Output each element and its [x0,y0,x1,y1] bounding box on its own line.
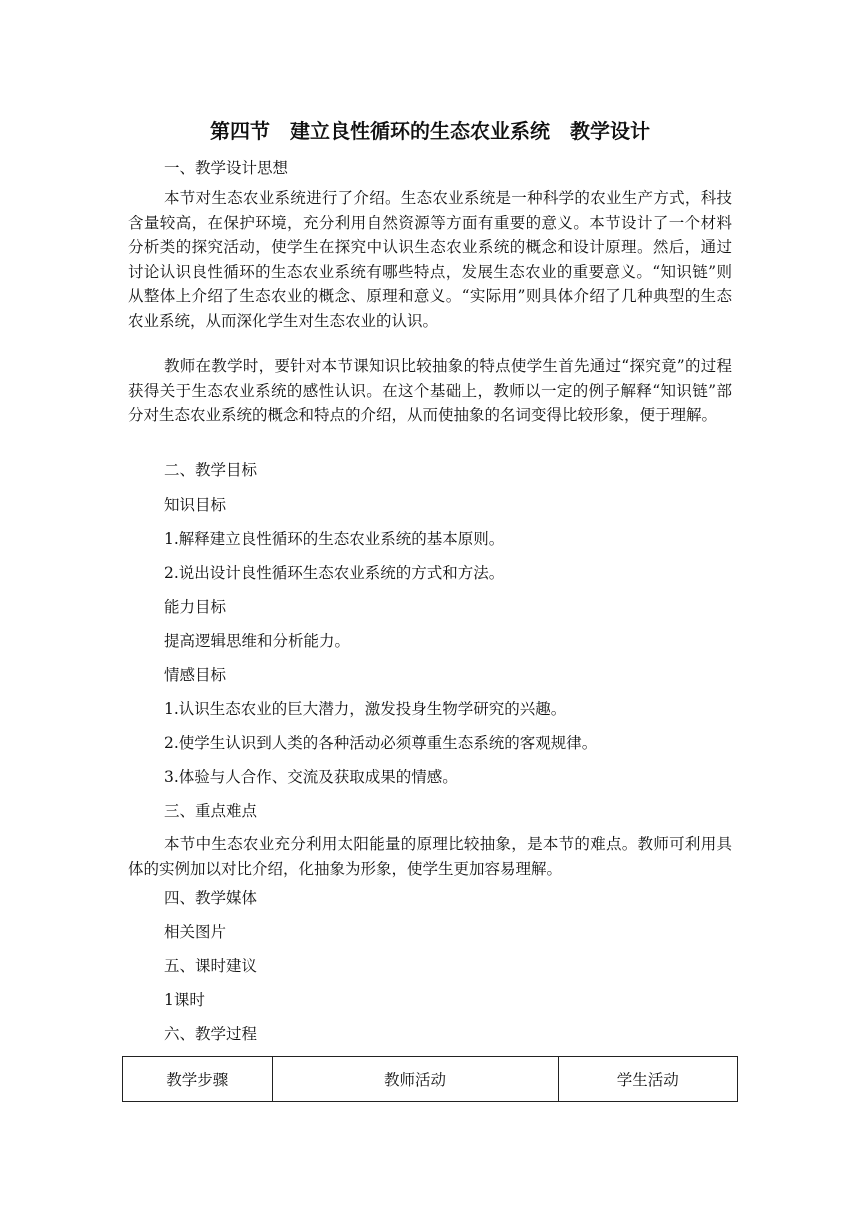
key-difficulties-paragraph: 本节中生态农业充分利用太阳能量的原理比较抽象，是本节的难点。教师可利用具体的实例加以对比介绍，化抽象为形象，使学生更加容易理解。 [128,835,732,878]
section-heading-teaching-media: 四、教学媒体 [164,889,258,907]
design-thinking-paragraph-2: 教师在教学时，要针对本节课知识比较抽象的特点使学生首先通过“探究竟”的过程获得关于生态农业系统的感性认识。在这个基础上，教师以一定的例子解释“知识链”部分对生态农业系统的概念和特点的介绍，从而使抽象的名词变得比较形象，便于理解。 [128,357,732,425]
teaching-media-body: 相关图片 [164,923,227,941]
subheading-emotion-goals: 情感目标 [164,666,227,684]
document-title: 第四节 建立良性循环的生态农业系统 教学设计 [210,119,650,143]
emotion-goal-1: 1.认识生态农业的巨大潜力，激发投身生物学研究的兴趣。 [164,700,567,718]
design-thinking-paragraph-1: 本节对生态农业系统进行了介绍。生态农业系统是一种科学的农业生产方式，科技含量较高，在保护环境，充分利用自然资源等方面有重要的意义。本节设计了一个材料分析类的探究活动，使学生在探究中认识生态农业系统的概念和设计原理。然后，通过讨论认识良性循环的生态农业系统有哪些特点，发展生态农业的重要意义。“知识链”则从整体上介绍了生态农业的概念、原理和意义。“实际用”则具体介绍了几种典型的生态农业系统，从而深化学生对生态农业的认识。 [128,189,732,330]
table-header-cell-teacher: 教师活动 [272,1057,558,1102]
subheading-ability-goals: 能力目标 [164,598,227,616]
section-heading-key-difficulties: 三、重点难点 [164,802,258,820]
knowledge-goal-1: 1.解释建立良性循环的生态农业系统的基本原则。 [164,530,505,548]
knowledge-goal-2: 2.说出设计良性循环生态农业系统的方式和方法。 [164,564,505,582]
table-header-cell-student: 学生活动 [558,1057,737,1102]
section-heading-teaching-process: 六、教学过程 [164,1025,258,1043]
table-header-row [123,1057,738,1102]
section-heading-design-thinking: 一、教学设计思想 [164,159,289,177]
emotion-goal-3: 3.体验与人合作、交流及获取成果的情感。 [164,768,458,786]
emotion-goal-2: 2.使学生认识到人类的各种活动必须尊重生态系统的客观规律。 [164,734,598,752]
subheading-knowledge-goals: 知识目标 [164,496,227,514]
ability-goal-1: 提高逻辑思维和分析能力。 [164,632,351,650]
table-header-cell-step: 教学步骤 [123,1057,273,1102]
class-hours-body: 1课时 [164,991,205,1009]
teaching-process-table [122,1056,738,1102]
section-heading-teaching-goals: 二、教学目标 [164,461,258,479]
section-heading-class-hours: 五、课时建议 [164,957,258,975]
